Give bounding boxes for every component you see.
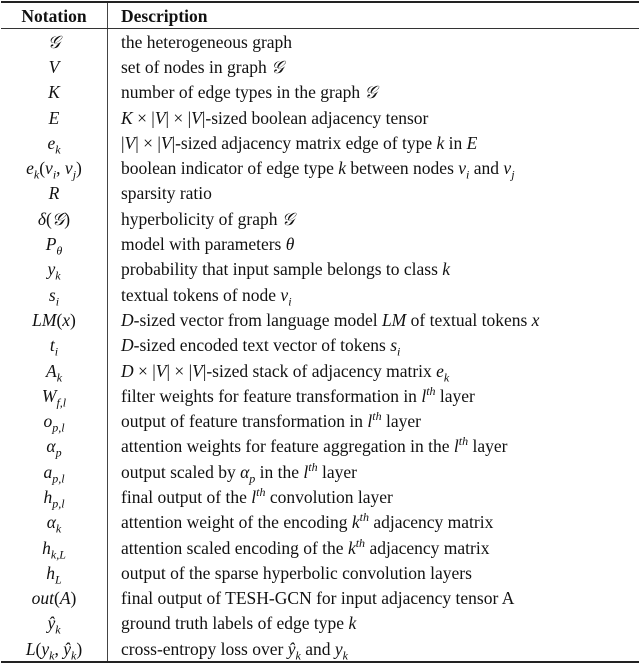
description-cell <box>108 560 640 585</box>
text: boolean indicator of edge type <box>121 158 339 179</box>
subscript: k <box>49 648 55 663</box>
math-symbol: 𝒢 <box>47 31 61 52</box>
math-symbol: E <box>466 132 478 153</box>
math-symbol: out <box>31 588 54 609</box>
math-symbol: v <box>503 158 512 179</box>
table-row <box>1 484 639 509</box>
subscript: j <box>72 167 77 182</box>
subscript: k <box>55 622 61 637</box>
text: probability that input sample belongs to class <box>121 259 443 280</box>
math-symbol: 𝒢 <box>51 208 65 229</box>
description-cell <box>108 105 640 130</box>
math-symbol: l <box>453 436 459 457</box>
math-symbol: W <box>41 385 57 406</box>
subscript: i <box>397 344 401 359</box>
math-symbol: t <box>49 335 55 356</box>
math-symbol: k <box>347 537 356 558</box>
header-row <box>1 2 639 29</box>
math-symbol: θ <box>285 234 295 255</box>
text: attention scaled encoding of the <box>121 537 348 558</box>
math-symbol: v <box>458 158 467 179</box>
text: -sized encoded text vector of tokens <box>133 335 391 356</box>
notation-cell <box>1 333 108 358</box>
subscript: k <box>342 648 348 663</box>
description-cell <box>108 206 640 231</box>
table-row <box>1 54 639 79</box>
math-symbol: V <box>192 360 203 381</box>
math-symbol: α <box>46 436 56 457</box>
math-symbol: o <box>43 411 53 432</box>
math-symbol: V <box>155 360 167 381</box>
math-symbol: y <box>41 638 50 659</box>
text: the heterogeneous graph <box>121 31 293 52</box>
text: layer <box>317 461 357 482</box>
table-row <box>1 434 639 459</box>
math-symbol: D <box>121 335 134 356</box>
text: hyperbolicity of graph <box>121 208 282 229</box>
text: ( <box>54 588 60 609</box>
text: |-sized stack of adjacency matrix <box>202 360 437 381</box>
math-symbol: 𝒢 <box>364 82 377 103</box>
math-symbol: e <box>436 360 444 381</box>
description-cell <box>108 586 640 611</box>
description-cell <box>108 408 640 433</box>
subscript: p,l <box>52 496 65 511</box>
math-symbol: A <box>59 588 71 609</box>
subscript: i <box>466 167 470 182</box>
notation-cell <box>1 282 108 307</box>
description-cell <box>108 155 640 180</box>
math-symbol: ŷ <box>63 638 72 659</box>
description-cell <box>108 130 640 155</box>
description-cell <box>108 535 640 560</box>
math-symbol: h <box>43 486 53 507</box>
text: | × | <box>135 132 161 153</box>
notation-cell <box>1 231 108 256</box>
text: model with parameters <box>121 234 286 255</box>
table-row <box>1 307 639 332</box>
notation-cell <box>1 358 108 383</box>
table-row <box>1 282 639 307</box>
text: output scaled by <box>121 461 241 482</box>
notation-cell <box>1 434 108 459</box>
subscript: k <box>295 648 301 663</box>
text: final output of the <box>121 486 252 507</box>
math-symbol: y <box>47 259 56 280</box>
text: of textual tokens <box>406 309 532 330</box>
notation-cell <box>1 535 108 560</box>
subscript: i <box>52 167 57 182</box>
description-cell <box>108 29 640 55</box>
text: in the <box>255 461 304 482</box>
table-row <box>1 155 639 180</box>
description-cell <box>108 434 640 459</box>
math-symbol: l <box>421 385 427 406</box>
table-row <box>1 29 639 55</box>
math-symbol: 𝒢 <box>271 56 284 77</box>
notation-cell <box>1 80 108 105</box>
text: attention weight of the encoding <box>121 512 352 533</box>
notation-cell <box>1 206 108 231</box>
description-cell <box>108 358 640 383</box>
description-header: Description <box>108 2 640 29</box>
notation-cell <box>1 408 108 433</box>
notation-cell <box>1 181 108 206</box>
math-symbol: l <box>251 486 257 507</box>
notation-cell <box>1 155 108 180</box>
subscript: p <box>55 445 62 460</box>
math-symbol: v <box>64 158 73 179</box>
description-cell <box>108 181 640 206</box>
text: attention weights for feature aggregation in the <box>121 436 454 457</box>
superscript: th <box>458 434 469 449</box>
text: × | <box>133 360 156 381</box>
description-cell <box>108 282 640 307</box>
text: adjacency matrix <box>368 512 494 533</box>
table-row <box>1 333 639 358</box>
table-row <box>1 105 639 130</box>
text: in <box>444 132 467 153</box>
math-symbol: ŷ <box>287 638 296 659</box>
table-row <box>1 257 639 282</box>
text: ) <box>76 638 83 659</box>
subscript: i <box>288 294 292 309</box>
text: ) <box>70 309 76 330</box>
math-symbol: V <box>154 107 166 128</box>
math-symbol: x <box>531 309 540 330</box>
text: cross-entropy loss over <box>121 638 288 659</box>
subscript: k <box>33 167 40 182</box>
math-symbol: A <box>45 360 57 381</box>
description-cell <box>108 636 640 662</box>
math-symbol: V <box>191 107 202 128</box>
subscript: k <box>55 521 62 536</box>
notation-cell <box>1 459 108 484</box>
math-symbol: k <box>436 132 445 153</box>
description-cell <box>108 54 640 79</box>
subscript: k <box>443 370 450 384</box>
text: set of nodes in graph <box>121 56 272 77</box>
math-symbol: E <box>48 107 60 128</box>
subscript: k,L <box>50 547 66 562</box>
subscript: i <box>54 344 59 359</box>
description-cell <box>108 611 640 636</box>
text: ( <box>35 638 42 659</box>
math-symbol: V <box>124 132 136 153</box>
math-symbol: δ <box>37 208 46 229</box>
text: output of the sparse hyperbolic convolution layers <box>121 562 472 583</box>
math-symbol: k <box>348 613 357 634</box>
text: between nodes <box>346 158 459 179</box>
text: | × | <box>166 360 193 381</box>
math-symbol: h <box>42 537 51 558</box>
math-symbol: α <box>46 512 56 533</box>
table-row <box>1 586 639 611</box>
text: |-sized boolean adjacency tensor <box>201 107 429 128</box>
table-row <box>1 383 639 408</box>
math-symbol: V <box>160 132 172 153</box>
subscript: k <box>55 142 61 157</box>
table-row <box>1 560 639 585</box>
notation-cell <box>1 636 108 662</box>
notation-table <box>1 1 639 663</box>
math-symbol: K <box>121 107 133 128</box>
subscript: j <box>511 167 515 182</box>
description-cell <box>108 80 640 105</box>
math-symbol: v <box>45 158 53 179</box>
superscript: th <box>372 409 382 424</box>
math-symbol: α <box>240 461 250 482</box>
description-cell <box>108 484 640 509</box>
math-symbol: y <box>334 638 343 659</box>
math-symbol: s <box>48 284 56 305</box>
text: ( <box>39 158 46 179</box>
text: × | <box>132 107 155 128</box>
math-symbol: ŷ <box>47 613 56 634</box>
text: -sized vector from language model <box>133 309 382 330</box>
superscript: th <box>256 485 266 500</box>
math-symbol: R <box>48 183 60 204</box>
text: layer <box>435 385 475 406</box>
math-symbol: e <box>26 158 34 179</box>
superscript: th <box>359 510 369 525</box>
text: and <box>469 158 504 179</box>
notation-cell <box>1 484 108 509</box>
math-symbol: s <box>390 335 398 356</box>
text: ( <box>46 208 52 229</box>
math-symbol: k <box>338 158 346 179</box>
math-symbol: 𝒢 <box>281 208 295 229</box>
math-symbol: D <box>121 360 134 381</box>
math-symbol: k <box>351 512 360 533</box>
math-symbol: k <box>442 259 451 280</box>
text: ) <box>70 588 77 609</box>
math-symbol: LM <box>381 309 407 330</box>
notation-cell <box>1 383 108 408</box>
text: final output of TESH-GCN for input adjacency tensor A <box>121 588 515 609</box>
math-symbol: LM <box>32 309 57 330</box>
superscript: th <box>426 383 436 398</box>
table-row <box>1 181 639 206</box>
text: filter weights for feature transformation in <box>121 385 422 406</box>
table-row <box>1 408 639 433</box>
table-row <box>1 459 639 484</box>
text: sparsity ratio <box>121 183 212 204</box>
text: ( <box>56 309 63 330</box>
description-cell <box>108 307 640 332</box>
text: | × | <box>165 107 192 128</box>
superscript: th <box>355 535 366 550</box>
text: output of feature transformation in <box>121 411 368 432</box>
text: and <box>300 638 335 659</box>
table-row <box>1 80 639 105</box>
text: convolution layer <box>265 486 393 507</box>
notation-cell <box>1 510 108 535</box>
subscript: L <box>55 572 62 587</box>
math-symbol: x <box>62 309 71 330</box>
notation-cell <box>1 560 108 585</box>
subscript: p,l <box>52 420 65 435</box>
table-row <box>1 535 639 560</box>
math-symbol: l <box>303 461 309 482</box>
notation-cell <box>1 611 108 636</box>
superscript: th <box>308 459 318 474</box>
description-cell <box>108 510 640 535</box>
description-cell <box>108 231 640 256</box>
text: , <box>56 158 65 179</box>
subscript: k <box>55 268 61 283</box>
math-symbol: P <box>45 234 57 255</box>
description-cell <box>108 459 640 484</box>
subscript: k <box>71 648 77 663</box>
table-body <box>1 29 639 663</box>
notation-cell <box>1 54 108 79</box>
table-row <box>1 358 639 383</box>
table-row <box>1 510 639 535</box>
text: ground truth labels of edge type <box>121 613 349 634</box>
text: number of edge types in the graph <box>121 82 365 103</box>
text: |-sized adjacency matrix edge of type <box>171 132 437 153</box>
table-row <box>1 636 639 662</box>
math-symbol: L <box>25 638 36 659</box>
table-row <box>1 611 639 636</box>
math-symbol: l <box>367 411 373 432</box>
text: textual tokens of node <box>121 284 281 305</box>
math-symbol: D <box>121 309 134 330</box>
text: ) <box>76 158 82 179</box>
text: , <box>54 638 64 659</box>
text: ) <box>64 208 71 229</box>
text: layer <box>468 436 508 457</box>
notation-cell <box>1 130 108 155</box>
text: layer <box>381 411 421 432</box>
description-cell <box>108 333 640 358</box>
notation-cell <box>1 307 108 332</box>
notation-header: Notation <box>1 2 108 29</box>
text: | <box>121 132 125 153</box>
math-symbol: a <box>43 461 53 482</box>
subscript: f,l <box>56 395 67 410</box>
description-cell <box>108 257 640 282</box>
math-symbol: e <box>47 132 56 153</box>
math-symbol: h <box>46 562 56 583</box>
subscript: θ <box>56 243 63 258</box>
table-row <box>1 231 639 256</box>
table-row <box>1 130 639 155</box>
subscript: p <box>249 471 256 486</box>
notation-cell <box>1 105 108 130</box>
notation-cell <box>1 586 108 611</box>
math-symbol: K <box>48 82 60 103</box>
subscript: i <box>55 294 60 309</box>
text: adjacency matrix <box>365 537 490 558</box>
notation-cell <box>1 29 108 55</box>
table-row <box>1 206 639 231</box>
notation-cell <box>1 257 108 282</box>
math-symbol: v <box>280 284 289 305</box>
description-cell <box>108 383 640 408</box>
subscript: k <box>56 370 63 384</box>
math-symbol: V <box>48 56 60 77</box>
subscript: p,l <box>52 471 65 486</box>
